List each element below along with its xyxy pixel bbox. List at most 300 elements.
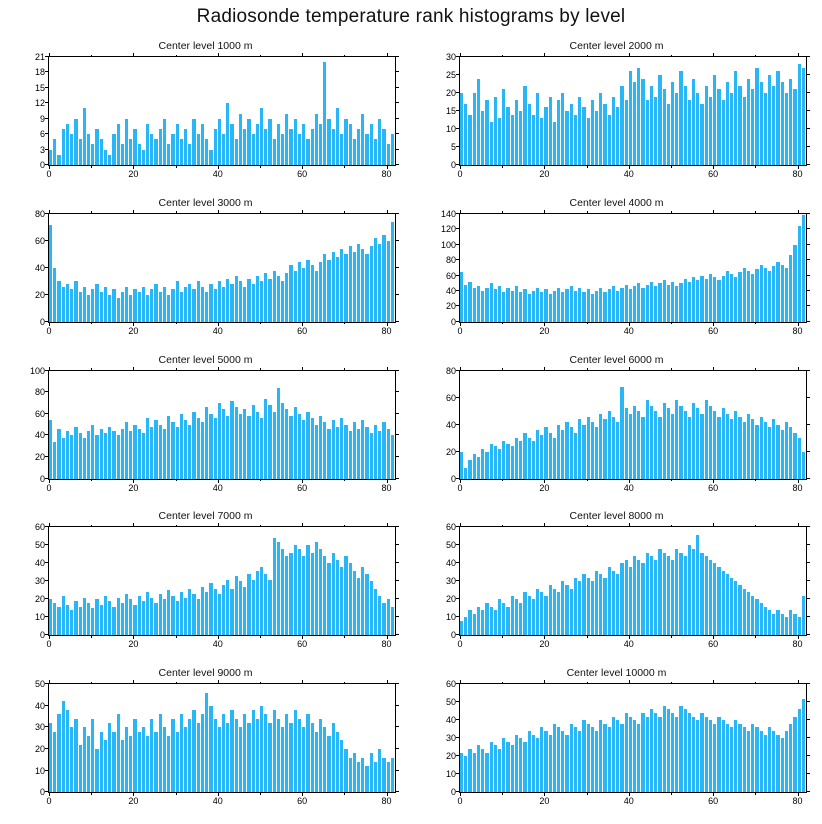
panel-1 <box>411 36 822 193</box>
x-tick-mark <box>629 322 630 326</box>
x-tick-label: 80 <box>381 325 392 336</box>
bar <box>511 115 514 165</box>
bar <box>138 732 141 792</box>
bar <box>230 589 233 636</box>
y-tick-mark <box>456 290 460 291</box>
bar <box>696 93 699 165</box>
bar <box>154 139 157 165</box>
bar <box>311 129 314 165</box>
bar <box>705 86 708 165</box>
bar <box>289 416 292 479</box>
bar <box>511 446 514 478</box>
bar <box>192 119 195 165</box>
bar <box>658 283 661 322</box>
bar <box>536 288 539 322</box>
bar <box>464 468 467 479</box>
x-tick-label: 0 <box>457 639 463 650</box>
x-minor-tick-top <box>587 211 588 214</box>
bar <box>528 596 531 636</box>
bar <box>74 601 77 635</box>
x-tick-mark <box>544 322 545 326</box>
bar <box>62 701 65 792</box>
bar <box>53 442 56 479</box>
bar <box>285 273 288 322</box>
bar <box>549 735 552 793</box>
bar <box>532 599 535 635</box>
bar <box>772 731 775 792</box>
bar <box>146 736 149 792</box>
x-tick-label: 0 <box>457 482 463 493</box>
y-tick-mark <box>45 705 49 706</box>
bar <box>112 607 115 636</box>
bar <box>578 97 581 165</box>
x-minor-tick <box>587 165 588 168</box>
bar <box>595 731 598 792</box>
bar <box>620 288 623 322</box>
x-tick-mark-top <box>133 53 134 57</box>
bar <box>108 601 111 635</box>
y-tick-mark <box>45 562 49 563</box>
bar <box>382 758 385 793</box>
bar <box>717 280 720 322</box>
x-tick-mark <box>302 322 303 326</box>
bar <box>260 418 263 478</box>
bar <box>306 714 309 792</box>
bar <box>171 596 174 636</box>
bar <box>306 260 309 322</box>
bar <box>112 431 115 479</box>
x-tick-mark-top <box>218 53 219 57</box>
panel-9 <box>411 663 822 820</box>
x-minor-tick <box>755 479 756 482</box>
bar <box>544 731 547 792</box>
bar <box>357 429 360 479</box>
bar <box>785 93 788 165</box>
x-tick-mark-top <box>302 210 303 214</box>
bar <box>608 411 611 479</box>
y-tick-mark <box>45 748 49 749</box>
bar <box>49 599 52 635</box>
bar <box>485 603 488 635</box>
bar <box>302 420 305 478</box>
bar-series <box>460 684 806 792</box>
bar <box>798 709 801 792</box>
bar <box>214 129 217 165</box>
bar <box>726 574 729 635</box>
bar <box>582 720 585 792</box>
bar <box>49 420 52 478</box>
bar <box>760 731 763 792</box>
bar <box>294 271 297 322</box>
bar <box>582 425 585 479</box>
bar <box>70 435 73 478</box>
bar <box>289 129 292 165</box>
bar <box>209 284 212 322</box>
bar <box>83 438 86 479</box>
bar <box>494 97 497 165</box>
bar <box>473 454 476 478</box>
bar <box>743 422 746 479</box>
bar <box>133 719 136 792</box>
bar <box>53 268 56 322</box>
x-tick-mark <box>713 479 714 483</box>
x-tick-mark <box>302 479 303 483</box>
x-tick-mark-top <box>544 210 545 214</box>
bar <box>171 719 174 792</box>
x-tick-mark <box>713 322 714 326</box>
bar <box>536 93 539 165</box>
bar <box>117 714 120 792</box>
bar <box>620 724 623 792</box>
y-tick-mark-right <box>806 773 810 774</box>
bar <box>730 727 733 792</box>
y-tick-mark-right <box>395 133 399 134</box>
x-tick-label: 20 <box>539 796 550 807</box>
bar <box>154 603 157 635</box>
bar <box>776 262 779 322</box>
bar <box>793 89 796 165</box>
bar <box>781 738 784 792</box>
y-tick-mark-right <box>806 598 810 599</box>
bar <box>163 287 166 322</box>
panel-title: Center level 2000 m <box>569 40 664 52</box>
x-tick-mark-top <box>629 680 630 684</box>
y-tick-mark-right <box>806 92 810 93</box>
bar <box>570 589 573 636</box>
x-minor-tick-top <box>671 525 672 528</box>
bar <box>532 115 535 165</box>
bar <box>184 420 187 478</box>
y-tick-mark <box>456 562 460 563</box>
bar <box>222 134 225 165</box>
x-tick-mark <box>218 165 219 169</box>
y-tick-mark-right <box>806 259 810 260</box>
bar <box>83 108 86 165</box>
bar <box>734 277 737 322</box>
bar <box>167 295 170 322</box>
bar <box>121 144 124 165</box>
bar <box>688 282 691 322</box>
bar <box>722 571 725 636</box>
bar <box>57 155 60 165</box>
y-tick-mark <box>45 616 49 617</box>
x-minor-tick-top <box>260 525 261 528</box>
bar <box>789 255 792 321</box>
bar <box>252 580 255 636</box>
bar <box>146 592 149 635</box>
y-tick-mark-right <box>395 413 399 414</box>
x-tick-mark <box>387 479 388 483</box>
bar <box>167 736 170 792</box>
x-tick-mark <box>460 635 461 639</box>
x-tick-mark <box>460 165 461 169</box>
bar <box>641 79 644 165</box>
bar <box>506 742 509 792</box>
bar <box>49 150 52 165</box>
bar <box>679 553 682 636</box>
x-tick-label: 20 <box>539 325 550 336</box>
bar <box>789 427 792 478</box>
bar <box>650 709 653 792</box>
bar <box>671 282 674 322</box>
y-tick-mark-right <box>395 683 399 684</box>
x-tick-mark-top <box>544 680 545 684</box>
x-tick-mark-top <box>798 523 799 527</box>
bar <box>587 578 590 636</box>
bar <box>188 425 191 479</box>
bar <box>650 282 653 322</box>
bar <box>549 294 552 322</box>
bar-series <box>49 371 395 479</box>
bar <box>637 724 640 792</box>
y-tick-mark <box>45 71 49 72</box>
y-tick-mark <box>45 391 49 392</box>
bar <box>344 425 347 479</box>
bar <box>768 271 771 322</box>
bar <box>374 238 377 322</box>
x-tick-mark <box>544 165 545 169</box>
bar <box>734 581 737 635</box>
bar <box>184 287 187 322</box>
bar <box>468 749 471 792</box>
x-tick-mark <box>302 165 303 169</box>
x-minor-tick-top <box>502 525 503 528</box>
bar <box>79 607 82 636</box>
bar <box>201 124 204 165</box>
x-tick-mark <box>798 792 799 796</box>
bar <box>730 93 733 165</box>
x-minor-tick-top <box>176 525 177 528</box>
x-minor-tick <box>344 792 345 795</box>
x-tick-mark-top <box>387 53 388 57</box>
bar <box>760 265 763 322</box>
bar <box>285 714 288 792</box>
bar <box>176 427 179 479</box>
bar <box>315 732 318 792</box>
x-tick-mark-top <box>544 53 545 57</box>
bar <box>374 139 377 165</box>
bar <box>205 693 208 792</box>
bar <box>176 124 179 165</box>
x-minor-tick-top <box>755 368 756 371</box>
bar <box>133 129 136 165</box>
bar <box>349 124 352 165</box>
x-tick-mark-top <box>133 523 134 527</box>
y-tick-mark-right <box>806 451 810 452</box>
bar <box>612 717 615 793</box>
bar <box>150 134 153 165</box>
bar-series <box>49 57 395 165</box>
bar <box>273 139 276 165</box>
bar <box>608 115 611 165</box>
bar <box>549 585 552 635</box>
bar-series <box>460 214 806 322</box>
bar <box>74 119 77 165</box>
bar <box>336 108 339 165</box>
bar <box>574 727 577 792</box>
bar <box>298 134 301 165</box>
bar <box>159 292 162 322</box>
y-tick-mark-right <box>806 370 810 371</box>
bar <box>477 745 480 792</box>
panel-title: Center level 5000 m <box>158 353 253 366</box>
bar <box>637 560 640 636</box>
bar <box>108 427 111 479</box>
bar <box>188 719 191 792</box>
bar <box>268 119 271 165</box>
bar <box>464 285 467 322</box>
bar <box>235 407 238 478</box>
bar <box>679 283 682 322</box>
y-tick-mark <box>45 770 49 771</box>
bar <box>616 574 619 635</box>
bar <box>688 713 691 792</box>
bar <box>625 713 628 792</box>
bar <box>591 100 594 165</box>
bar <box>713 277 716 322</box>
bar <box>587 417 590 479</box>
bar <box>87 134 90 165</box>
x-tick-mark <box>133 322 134 326</box>
x-tick-label: 80 <box>381 796 392 807</box>
bar <box>323 556 326 635</box>
bar <box>281 403 284 479</box>
bar <box>498 286 501 321</box>
y-tick-mark-right <box>806 580 810 581</box>
bar <box>256 276 259 322</box>
x-minor-tick <box>671 322 672 325</box>
bar <box>612 97 615 165</box>
bar <box>506 444 509 479</box>
bar <box>378 431 381 479</box>
x-tick-label: 40 <box>623 325 634 336</box>
bar <box>561 731 564 792</box>
bar <box>599 288 602 322</box>
bar <box>226 279 229 322</box>
x-tick-label: 20 <box>539 169 550 179</box>
chart-grid <box>0 36 822 820</box>
y-tick-mark <box>45 240 49 241</box>
x-tick-mark <box>218 322 219 326</box>
bar <box>154 732 157 792</box>
bar <box>252 284 255 322</box>
x-minor-tick <box>502 322 503 325</box>
bar <box>671 414 674 479</box>
bar <box>781 82 784 165</box>
bar <box>327 429 330 479</box>
bar <box>79 745 82 793</box>
bar <box>692 79 695 165</box>
bar <box>344 556 347 635</box>
bar <box>574 578 577 636</box>
bar <box>268 723 271 792</box>
bar <box>285 114 288 165</box>
x-minor-tick-top <box>344 368 345 371</box>
bar <box>540 118 543 165</box>
bar <box>764 268 767 322</box>
y-tick-mark-right <box>395 791 399 792</box>
bar-series <box>460 527 806 635</box>
bar <box>361 249 364 322</box>
y-tick-mark <box>456 544 460 545</box>
bar <box>205 139 208 165</box>
bar <box>323 727 326 792</box>
bar <box>353 139 356 165</box>
bar <box>264 273 267 322</box>
bar <box>789 610 792 635</box>
bar <box>112 732 115 792</box>
bar <box>641 288 644 322</box>
bar <box>188 589 191 636</box>
bar <box>146 124 149 165</box>
bar <box>587 724 590 792</box>
bar <box>311 265 314 322</box>
bar <box>734 720 737 792</box>
bar <box>798 64 801 165</box>
bar <box>332 129 335 165</box>
bar <box>802 68 805 165</box>
plot-area-0: 0 3 6 9 12 15 18 21 0 20 40 60 80 <box>48 56 396 166</box>
bar <box>574 291 577 322</box>
y-tick-mark <box>456 244 460 245</box>
bar <box>523 592 526 635</box>
bar <box>637 411 640 479</box>
bar <box>91 719 94 792</box>
bar <box>490 742 493 792</box>
bar <box>650 86 653 165</box>
bar <box>768 427 771 478</box>
y-tick-mark-right <box>395 580 399 581</box>
bar <box>277 276 280 322</box>
bar <box>599 414 602 479</box>
x-tick-mark <box>798 635 799 639</box>
bar <box>87 431 90 479</box>
y-tick-mark-right <box>806 244 810 245</box>
bar <box>650 556 653 635</box>
bar <box>768 727 771 792</box>
bar <box>738 585 741 635</box>
x-tick-mark-top <box>49 523 50 527</box>
bar <box>591 294 594 322</box>
bar <box>370 433 373 478</box>
bar <box>95 129 98 165</box>
bar <box>570 286 573 321</box>
bar <box>785 422 788 479</box>
bar <box>95 435 98 478</box>
bar <box>226 416 229 479</box>
panel-2 <box>0 193 411 350</box>
bar <box>549 97 552 165</box>
bar <box>91 144 94 165</box>
bar <box>281 727 284 792</box>
x-tick-mark-top <box>302 53 303 57</box>
bar <box>536 589 539 636</box>
y-tick-mark-right <box>395 391 399 392</box>
x-minor-tick-top <box>91 682 92 685</box>
bar <box>477 607 480 636</box>
bar <box>387 144 390 165</box>
bar <box>108 295 111 322</box>
bar <box>209 583 212 635</box>
bar <box>684 556 687 635</box>
bar <box>70 134 73 165</box>
bar <box>760 417 763 479</box>
bar <box>260 281 263 322</box>
x-minor-tick-top <box>502 368 503 371</box>
bar <box>361 420 364 478</box>
y-tick-mark <box>45 456 49 457</box>
bar <box>163 119 166 165</box>
